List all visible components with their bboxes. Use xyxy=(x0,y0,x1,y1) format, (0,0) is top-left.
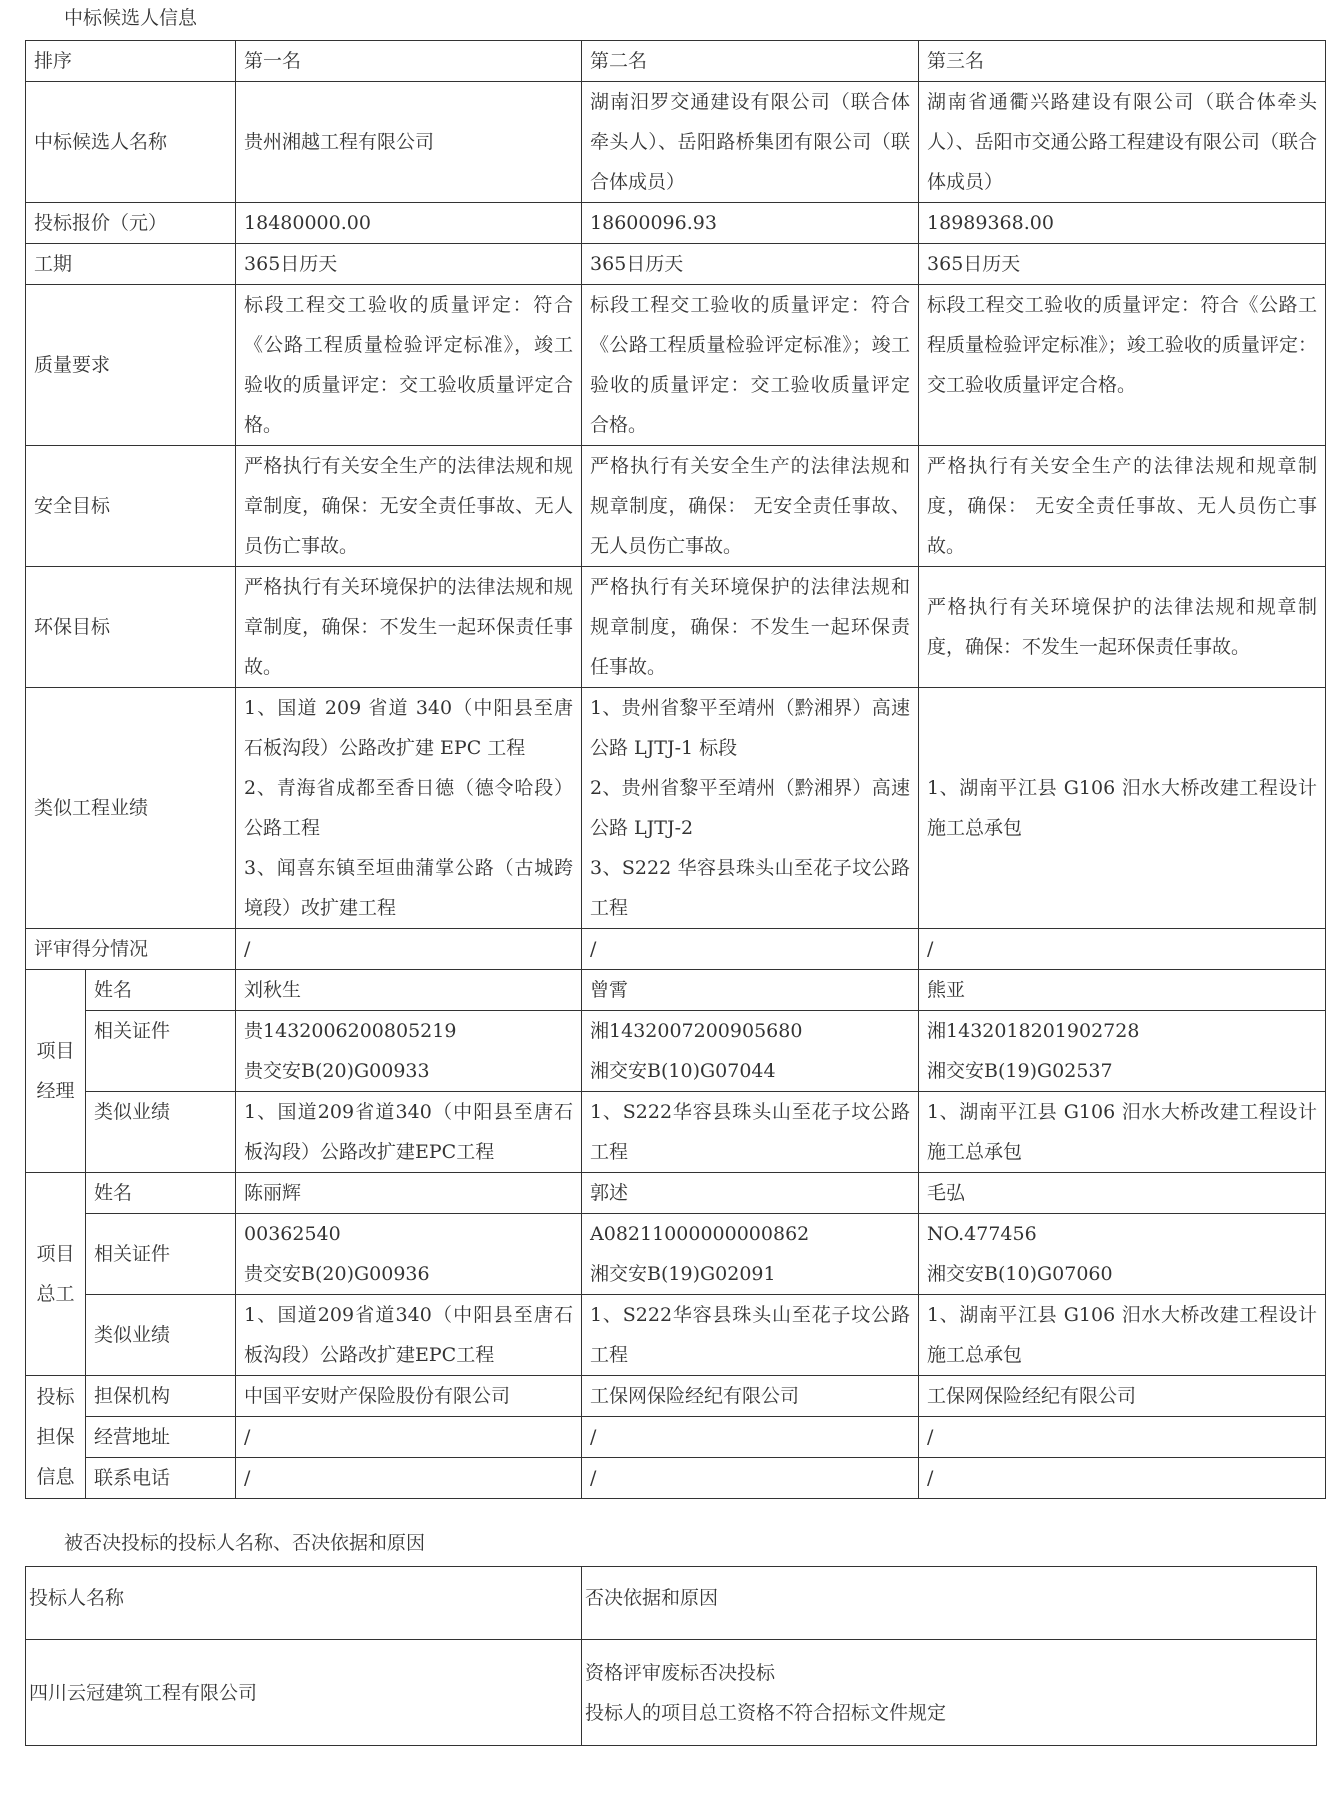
table-row xyxy=(26,1092,1326,1173)
pm-cert-1-line-1: 贵1432006200805219 xyxy=(244,1020,457,1042)
table-row xyxy=(26,1173,1326,1214)
chief-engineer-label-line-2: 总工 xyxy=(36,1283,75,1305)
pm-cert-1 xyxy=(236,1011,582,1092)
project-manager-label xyxy=(26,970,86,1173)
similar-1 xyxy=(236,688,582,929)
pm-cert-2 xyxy=(582,1011,919,1092)
pm-perf-2: 1、S222华容县珠头山至花子坟公路工程 xyxy=(582,1092,919,1173)
rejected-reason xyxy=(582,1640,1317,1746)
table-row xyxy=(26,1458,1326,1499)
guarantee-phone-label: 联系电话 xyxy=(86,1458,236,1499)
pm-cert-label: 相关证件 xyxy=(86,1011,236,1092)
pm-name-3: 熊亚 xyxy=(919,970,1326,1011)
ce-cert-label: 相关证件 xyxy=(86,1214,236,1295)
guarantee-org-label: 担保机构 xyxy=(86,1376,236,1417)
guarantee-addr-2: / xyxy=(582,1417,919,1458)
col-reject-reason: 否决依据和原因 xyxy=(582,1567,1317,1640)
chief-engineer-label xyxy=(26,1173,86,1376)
guarantee-addr-1: / xyxy=(236,1417,582,1458)
similar-3-item-1: 1、湖南平江县 G106 汨水大桥改建工程设计施工总承包 xyxy=(927,777,1318,839)
ce-cert-2-line-2: 湘交安B(19)G02091 xyxy=(590,1263,776,1285)
bid-price-3: 18989368.00 xyxy=(919,203,1326,244)
pm-name-2: 曾霄 xyxy=(582,970,919,1011)
rejected-reason-line-1: 资格评审废标否决投标 xyxy=(585,1661,776,1684)
ce-perf-2: 1、S222华容县珠头山至花子坟公路工程 xyxy=(582,1295,919,1376)
guarantee-label-line-2: 担保 xyxy=(36,1426,75,1448)
table-row xyxy=(26,1417,1326,1458)
guarantee-org-3: 工保网保险经纪有限公司 xyxy=(919,1376,1326,1417)
env-1: 严格执行有关环境保护的法律法规和规章制度，确保：不发生一起环保责任事故。 xyxy=(236,567,582,688)
safety-label: 安全目标 xyxy=(26,446,236,567)
bid-price-label: 投标报价（元） xyxy=(26,203,236,244)
table-row xyxy=(26,1011,1326,1092)
table-row xyxy=(26,688,1326,929)
rejected-bidders-table xyxy=(25,1566,1317,1746)
guarantee-org-1: 中国平安财产保险股份有限公司 xyxy=(236,1376,582,1417)
quality-2: 标段工程交工验收的质量评定：符合《公路工程质量检验评定标准》；竣工验收的质量评定：交工验收质量评定合格。 xyxy=(582,285,919,446)
similar-1-item-1: 1、国道 209 省道 340（中阳县至唐石板沟段）公路改扩建 EPC 工程 xyxy=(244,697,574,759)
guarantee-phone-3: / xyxy=(919,1458,1326,1499)
similar-3 xyxy=(919,688,1326,929)
similar-1-item-3: 3、闻喜东镇至垣曲蒲掌公路（古城跨境段）改扩建工程 xyxy=(244,857,574,919)
ce-perf-1: 1、国道209省道340（中阳县至唐石板沟段）公路改扩建EPC工程 xyxy=(236,1295,582,1376)
table-row xyxy=(26,1214,1326,1295)
ce-name-label: 姓名 xyxy=(86,1173,236,1214)
pm-cert-2-line-1: 湘1432007200905680 xyxy=(590,1020,803,1042)
score-3: / xyxy=(919,929,1326,970)
table-row xyxy=(26,244,1326,285)
table-row xyxy=(26,82,1326,203)
guarantee-label xyxy=(26,1376,86,1499)
ce-cert-3-line-2: 湘交安B(10)G07060 xyxy=(927,1263,1113,1285)
ce-cert-1 xyxy=(236,1214,582,1295)
pm-perf-1: 1、国道209省道340（中阳县至唐石板沟段）公路改扩建EPC工程 xyxy=(236,1092,582,1173)
rank-1: 第一名 xyxy=(236,41,582,82)
ce-cert-3 xyxy=(919,1214,1326,1295)
table-row xyxy=(26,41,1326,82)
table-row xyxy=(26,1376,1326,1417)
pm-perf-label: 类似业绩 xyxy=(86,1092,236,1173)
table-row xyxy=(26,285,1326,446)
env-2: 严格执行有关环境保护的法律法规和规章制度，确保：不发生一起环保责任事故。 xyxy=(582,567,919,688)
candidate-name-2: 湖南汨罗交通建设有限公司（联合体牵头人）、岳阳路桥集团有限公司（联合体成员） xyxy=(582,82,919,203)
section-title-rejected: 被否决投标的投标人名称、否决依据和原因 xyxy=(64,1532,426,1554)
guarantee-addr-3: / xyxy=(919,1417,1326,1458)
winning-candidates-table xyxy=(25,40,1326,1499)
similar-label: 类似工程业绩 xyxy=(26,688,236,929)
pm-cert-1-line-2: 贵交安B(20)G00933 xyxy=(244,1060,430,1082)
table-row xyxy=(26,446,1326,567)
similar-2-item-2: 2、贵州省黎平至靖州（黔湘界）高速公路 LJTJ-2 xyxy=(590,777,911,839)
project-manager-label-line-2: 经理 xyxy=(36,1080,75,1102)
quality-1: 标段工程交工验收的质量评定：符合《公路工程质量检验评定标准》，竣工验收的质量评定：交工验收质量评定合格。 xyxy=(236,285,582,446)
chief-engineer-label-line-1: 项目 xyxy=(36,1243,75,1265)
guarantee-label-line-1: 投标 xyxy=(36,1386,75,1408)
table-row xyxy=(26,203,1326,244)
ce-name-3: 毛弘 xyxy=(919,1173,1326,1214)
score-2: / xyxy=(582,929,919,970)
pm-name-label: 姓名 xyxy=(86,970,236,1011)
safety-3: 严格执行有关安全生产的法律法规和规章制度，确保： 无安全责任事故、无人员伤亡事故。 xyxy=(919,446,1326,567)
section-title-winners: 中标候选人信息 xyxy=(64,7,198,29)
guarantee-addr-label: 经营地址 xyxy=(86,1417,236,1458)
rank-2: 第二名 xyxy=(582,41,919,82)
table-row xyxy=(26,970,1326,1011)
rejected-bidder-name: 四川云冠建筑工程有限公司 xyxy=(26,1640,582,1746)
candidate-name-3: 湖南省通衢兴路建设有限公司（联合体牵头人）、岳阳市交通公路工程建设有限公司（联合体成员） xyxy=(919,82,1326,203)
ce-cert-1-line-1: 00362540 xyxy=(244,1223,341,1245)
quality-3: 标段工程交工验收的质量评定：符合《公路工程质量检验评定标准》；竣工验收的质量评定：交工验收质量评定合格。 xyxy=(919,285,1326,446)
safety-1: 严格执行有关安全生产的法律法规和规章制度，确保：无安全责任事故、无人员伤亡事故。 xyxy=(236,446,582,567)
period-1: 365日历天 xyxy=(236,244,582,285)
period-3: 365日历天 xyxy=(919,244,1326,285)
guarantee-phone-2: / xyxy=(582,1458,919,1499)
ce-perf-label: 类似业绩 xyxy=(86,1295,236,1376)
table-row xyxy=(26,567,1326,688)
safety-2: 严格执行有关安全生产的法律法规和规章制度，确保： 无安全责任事故、无人员伤亡事故。 xyxy=(582,446,919,567)
period-label: 工期 xyxy=(26,244,236,285)
similar-2 xyxy=(582,688,919,929)
ce-name-2: 郭述 xyxy=(582,1173,919,1214)
candidate-name-1: 贵州湘越工程有限公司 xyxy=(236,82,582,203)
env-3: 严格执行有关环境保护的法律法规和规章制度，确保：不发生一起环保责任事故。 xyxy=(919,567,1326,688)
table-row xyxy=(26,1567,1317,1640)
similar-1-item-2: 2、青海省成都至香日德（德令哈段）公路工程 xyxy=(244,777,574,839)
bid-price-2: 18600096.93 xyxy=(582,203,919,244)
similar-2-item-1: 1、贵州省黎平至靖州（黔湘界）高速公路 LJTJ-1 标段 xyxy=(590,697,911,759)
bid-price-1: 18480000.00 xyxy=(236,203,582,244)
pm-cert-3-line-2: 湘交安B(19)G02537 xyxy=(927,1060,1113,1082)
period-2: 365日历天 xyxy=(582,244,919,285)
pm-cert-3-line-1: 湘1432018201902728 xyxy=(927,1020,1140,1042)
rejected-reason-line-2: 投标人的项目总工资格不符合招标文件规定 xyxy=(585,1701,947,1724)
col-bidder-name: 投标人名称 xyxy=(26,1567,582,1640)
similar-2-item-3: 3、S222 华容县珠头山至花子坟公路工程 xyxy=(590,857,911,919)
score-1: / xyxy=(236,929,582,970)
pm-perf-3: 1、湖南平江县 G106 汨水大桥改建工程设计施工总承包 xyxy=(919,1092,1326,1173)
quality-label: 质量要求 xyxy=(26,285,236,446)
rank-label: 排序 xyxy=(26,41,236,82)
ce-cert-2-line-1: A08211000000000862 xyxy=(590,1223,810,1245)
guarantee-phone-1: / xyxy=(236,1458,582,1499)
guarantee-label-line-3: 信息 xyxy=(36,1466,75,1488)
env-label: 环保目标 xyxy=(26,567,236,688)
pm-cert-2-line-2: 湘交安B(10)G07044 xyxy=(590,1060,776,1082)
ce-cert-1-line-2: 贵交安B(20)G00936 xyxy=(244,1263,430,1285)
ce-perf-3: 1、湖南平江县 G106 汨水大桥改建工程设计施工总承包 xyxy=(919,1295,1326,1376)
table-row xyxy=(26,1640,1317,1746)
table-row xyxy=(26,1295,1326,1376)
ce-cert-3-line-1: NO.477456 xyxy=(927,1223,1037,1245)
pm-name-1: 刘秋生 xyxy=(236,970,582,1011)
rank-3: 第三名 xyxy=(919,41,1326,82)
score-label: 评审得分情况 xyxy=(26,929,236,970)
guarantee-org-2: 工保网保险经纪有限公司 xyxy=(582,1376,919,1417)
pm-cert-3 xyxy=(919,1011,1326,1092)
ce-name-1: 陈丽辉 xyxy=(236,1173,582,1214)
candidate-name-label: 中标候选人名称 xyxy=(26,82,236,203)
project-manager-label-line-1: 项目 xyxy=(36,1040,75,1062)
table-row xyxy=(26,929,1326,970)
ce-cert-2 xyxy=(582,1214,919,1295)
